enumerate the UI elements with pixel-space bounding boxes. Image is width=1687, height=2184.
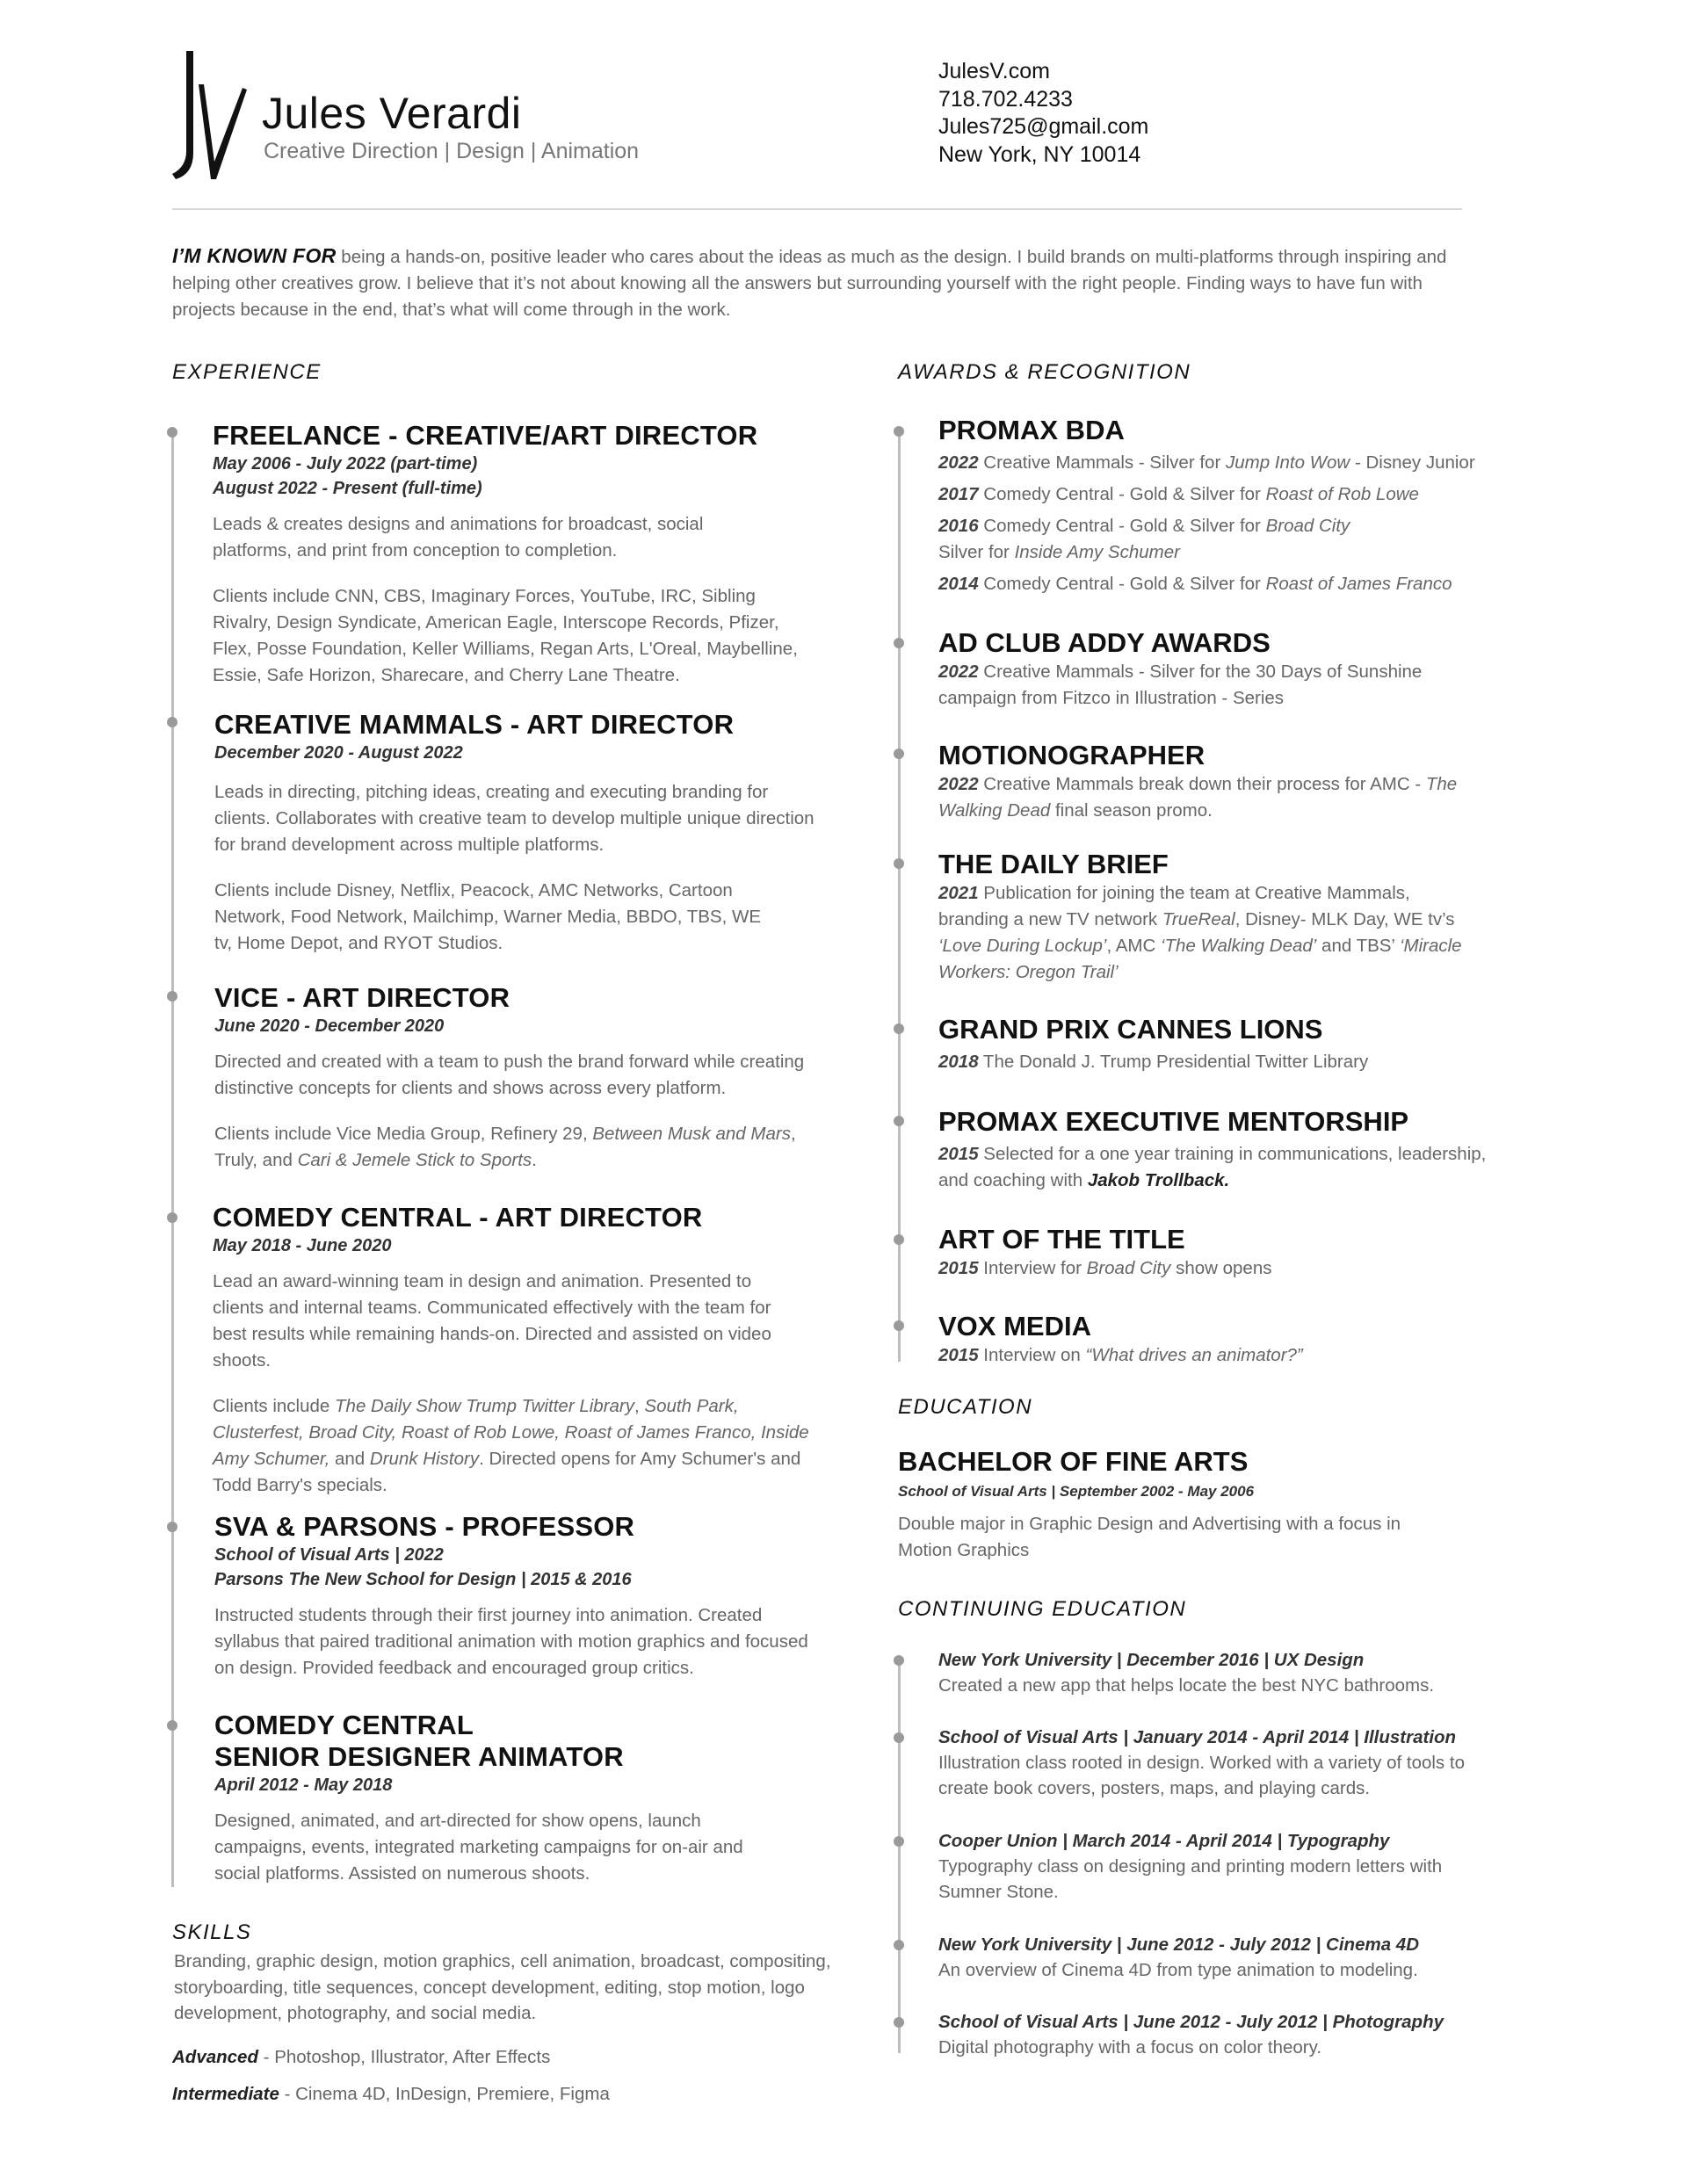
job-clients: Clients include The Daily Show Trump Twitter Library, South Park, Clusterfest, Broad City, Roast of Rob Lowe, Roast of James Franco, Inside Amy Schumer, and Drunk History. Directed opens for Amy Schumer's and Todd Barry's specials. <box>213 1396 809 1495</box>
course-item <box>938 1725 1501 1801</box>
intro-summary <box>172 242 1464 323</box>
job-date: April 2012 - May 2018 <box>214 1775 393 1795</box>
education-item <box>898 1446 1425 1564</box>
course-heading: School of Visual Arts | June 2012 - July 2012 | Photography <box>938 2012 1444 2032</box>
experience-item <box>214 1710 917 1887</box>
skills-list: Branding, graphic design, motion graphics, cell animation, broadcast, compositing, storyboarding, title sequences, concept development, editing, stop motion, logo development, photography, and social media. <box>174 1951 831 2023</box>
job-date: May 2018 - June 2020 <box>213 1236 392 1255</box>
awards-timeline <box>898 435 901 1362</box>
award-item <box>938 849 1466 986</box>
course-item <box>938 1933 1571 1983</box>
experience-item <box>214 709 917 957</box>
job-description: Instructed students through their first journey into animation. Created syllabus that paired traditional animation with motion graphics and focused on design. Provided feedback and encouraged group critics. <box>214 1605 808 1678</box>
job-date: August 2022 - Present (full-time) <box>213 479 482 498</box>
degree-title: BACHELOR OF FINE ARTS <box>898 1446 1249 1477</box>
timeline-dot <box>894 1023 904 1034</box>
timeline-dot <box>894 2017 904 2028</box>
job-description: Leads & creates designs and animations for broadcast, social platforms, and print from conception to completion. <box>213 514 704 560</box>
award-line: 2017 Comedy Central - Gold & Silver for Roast of Rob Lowe <box>938 484 1419 504</box>
course-item <box>938 1829 1466 1905</box>
timeline-dot <box>167 1720 177 1731</box>
timeline-dot <box>894 638 904 648</box>
award-title: PROMAX BDA <box>938 415 1125 445</box>
timeline-dot <box>167 717 177 727</box>
award-item <box>938 627 1466 712</box>
job-title: SVA & PARSONS - PROFESSOR <box>214 1511 635 1542</box>
award-title: AD CLUB ADDY AWARDS <box>938 627 1271 658</box>
website-link[interactable]: JulesV.com <box>938 59 1050 83</box>
timeline-dot <box>167 991 177 1002</box>
course-item <box>938 2010 1571 2060</box>
course-heading: New York University | December 2016 | UX Design <box>938 1650 1365 1670</box>
job-description: Leads in directing, pitching ideas, creating and executing branding for clients. Collaborates with creative team to develop multiple unique direction for brand development across multiple platforms. <box>214 782 815 855</box>
timeline-dot <box>894 1234 904 1245</box>
timeline-dot <box>894 426 904 437</box>
job-title: VICE - ART DIRECTOR <box>214 982 510 1013</box>
course-description: Created a new app that helps locate the best NYC bathrooms. <box>938 1675 1435 1696</box>
timeline-dot <box>894 858 904 869</box>
continuing-timeline <box>898 1665 901 2053</box>
experience-timeline <box>171 432 174 1887</box>
job-title: FREELANCE - CREATIVE/ART DIRECTOR <box>213 420 758 451</box>
job-clients: Clients include CNN, CBS, Imaginary Forces, YouTube, IRC, Sibling Rivalry, Design Syndicate, American Eagle, Interscope Records, Pfizer, Flex, Posse Foundation, Keller Williams, Regan Arts, L'Oreal, Maybelline, Essie, Safe Horizon, Sharecare, and Cherry Lane Theatre. <box>213 586 798 685</box>
award-line: 2018 The Donald J. Trump Presidential Twitter Library <box>938 1052 1369 1072</box>
award-item <box>938 1311 1571 1369</box>
job-date: June 2020 - December 2020 <box>214 1016 445 1036</box>
award-title: GRAND PRIX CANNES LIONS <box>938 1014 1323 1045</box>
award-line: 2022 Creative Mammals - Silver for Jump Into Wow - Disney Junior <box>938 452 1475 473</box>
awards-heading: AWARDS & RECOGNITION <box>898 360 1191 384</box>
experience-heading: EXPERIENCE <box>172 360 322 384</box>
job-clients: Clients include Disney, Netflix, Peacock, AMC Networks, Cartoon Network, Food Network, Mailchimp, Warner Media, BBDO, TBS, WE tv, Home Depot, and RYOT Studios. <box>214 880 761 953</box>
job-clients: Clients include Vice Media Group, Refinery 29, Between Musk and Mars, Truly, and Cari & Jemele Stick to Sports. <box>214 1124 796 1170</box>
experience-item <box>213 1202 916 1499</box>
timeline-dot <box>167 1212 177 1223</box>
award-line: 2021 Publication for joining the team at Creative Mammals, branding a new TV network TrueReal, Disney- MLK Day, WE tv’s ‘Love During Lockup’, AMC ‘The Walking Dead’ and TBS’ ‘Miracle Workers: Oregon Trail’ <box>938 883 1462 982</box>
award-line: 2015 Interview on “What drives an animator?” <box>938 1345 1303 1365</box>
job-date: School of Visual Arts | 2022 <box>214 1545 444 1565</box>
award-title: THE DAILY BRIEF <box>938 849 1169 879</box>
timeline-dot <box>894 1836 904 1847</box>
award-title: MOTIONOGRAPHER <box>938 740 1206 770</box>
award-title: ART OF THE TITLE <box>938 1224 1185 1255</box>
person-name: Jules Verardi <box>262 89 522 138</box>
timeline-dot <box>894 748 904 759</box>
course-item <box>938 1648 1571 1698</box>
timeline-dot <box>894 1940 904 1950</box>
award-line: Silver for Inside Amy Schumer <box>938 542 1180 562</box>
course-description: An overview of Cinema 4D from type animation to modeling. <box>938 1960 1418 1980</box>
skills-heading: SKILLS <box>172 1920 252 1944</box>
course-heading: School of Visual Arts | January 2014 - April 2014 | Illustration <box>938 1727 1457 1747</box>
timeline-dot <box>894 1116 904 1126</box>
course-description: Illustration class rooted in design. Worked with a variety of tools to create book covers, posters, maps, and playing cards. <box>938 1753 1465 1798</box>
award-line: 2014 Comedy Central - Gold & Silver for Roast of James Franco <box>938 574 1452 594</box>
award-line: 2022 Creative Mammals - Silver for the 30 Days of Sunshine campaign from Fitzco in Illustration - Series <box>938 662 1423 708</box>
job-date: December 2020 - August 2022 <box>214 743 463 763</box>
timeline-dot <box>894 1655 904 1666</box>
course-description: Typography class on designing and printing modern letters with Sumner Stone. <box>938 1856 1443 1902</box>
award-item <box>938 415 1553 597</box>
job-title: SENIOR DESIGNER ANIMATOR <box>214 1741 624 1772</box>
award-item <box>938 1224 1571 1282</box>
job-title: COMEDY CENTRAL <box>214 1710 474 1740</box>
phone-number[interactable]: 718.702.4233 <box>938 86 1073 112</box>
experience-item <box>214 1511 917 1681</box>
education-heading: EDUCATION <box>898 1395 1033 1419</box>
job-date: Parsons The New School for Design | 2015 & 2016 <box>214 1570 632 1589</box>
job-description: Lead an award-winning team in design and animation. Presented to clients and internal teams. Communicated effectively with the team for best results while remaining hands-on. Directed and assisted on video shoots. <box>213 1271 771 1370</box>
job-description: Directed and created with a team to push the brand forward while creating distinctive concepts for clients and shows across every platform. <box>214 1052 805 1098</box>
timeline-dot <box>167 1522 177 1532</box>
timeline-dot <box>167 427 177 438</box>
intro-lead: I’M KNOWN FOR <box>172 244 337 267</box>
tagline: Creative Direction | Design | Animation <box>264 139 640 163</box>
intro-text: being a hands-on, positive leader who cares about the ideas as much as the design. I build brands on multi-platforms through inspiring and helping other creatives grow. I believe that it’s not about knowing all the answers but surrounding yourself with the right people. Finding ways to have fun with projects because in the end, that’s what will come through in the work. <box>172 247 1447 320</box>
degree-description: Double major in Graphic Design and Advertising with a focus in Motion Graphics <box>898 1514 1401 1560</box>
award-item <box>938 740 1466 824</box>
job-description: Designed, animated, and art-directed for show opens, launch campaigns, events, integrated marketing campaigns for on-air and social platforms. Assisted on numerous shoots. <box>214 1811 743 1884</box>
skills-advanced: Advanced - Photoshop, Illustrator, After Effects <box>172 2047 551 2067</box>
timeline-dot <box>894 1320 904 1331</box>
course-description: Digital photography with a focus on color theory. <box>938 2037 1322 2057</box>
award-line: 2016 Comedy Central - Gold & Silver for Broad City <box>938 516 1350 536</box>
award-item <box>938 1014 1571 1075</box>
job-title: CREATIVE MAMMALS - ART DIRECTOR <box>214 709 735 740</box>
timeline-dot <box>894 1732 904 1743</box>
award-title: PROMAX EXECUTIVE MENTORSHIP <box>938 1106 1409 1137</box>
job-title: COMEDY CENTRAL - ART DIRECTOR <box>213 1202 703 1233</box>
award-line: 2022 Creative Mammals break down their process for AMC - The Walking Dead final season promo. <box>938 774 1458 821</box>
school-date: School of Visual Arts | September 2002 - May 2006 <box>898 1483 1255 1500</box>
experience-item <box>214 982 917 1174</box>
contact-block <box>938 58 1148 169</box>
course-heading: Cooper Union | March 2014 - April 2014 | Typography <box>938 1831 1390 1851</box>
skills-intermediate: Intermediate - Cinema 4D, InDesign, Premiere, Figma <box>172 2084 610 2104</box>
header-divider <box>172 208 1462 210</box>
award-line: 2015 Interview for Broad City show opens <box>938 1258 1272 1278</box>
email-link[interactable]: Jules725@gmail.com <box>938 114 1149 139</box>
award-line: 2015 Selected for a one year training in communications, leadership, and coaching with Jakob Trollback. <box>938 1144 1487 1190</box>
course-heading: New York University | June 2012 - July 2012 | Cinema 4D <box>938 1935 1420 1955</box>
award-title: VOX MEDIA <box>938 1311 1091 1341</box>
location: New York, NY 10014 <box>938 141 1141 167</box>
continuing-education-heading: CONTINUING EDUCATION <box>898 1597 1187 1621</box>
job-date: May 2006 - July 2022 (part-time) <box>213 454 478 474</box>
jv-monogram-logo <box>169 49 257 181</box>
experience-item <box>213 420 916 689</box>
award-item <box>938 1106 1501 1194</box>
